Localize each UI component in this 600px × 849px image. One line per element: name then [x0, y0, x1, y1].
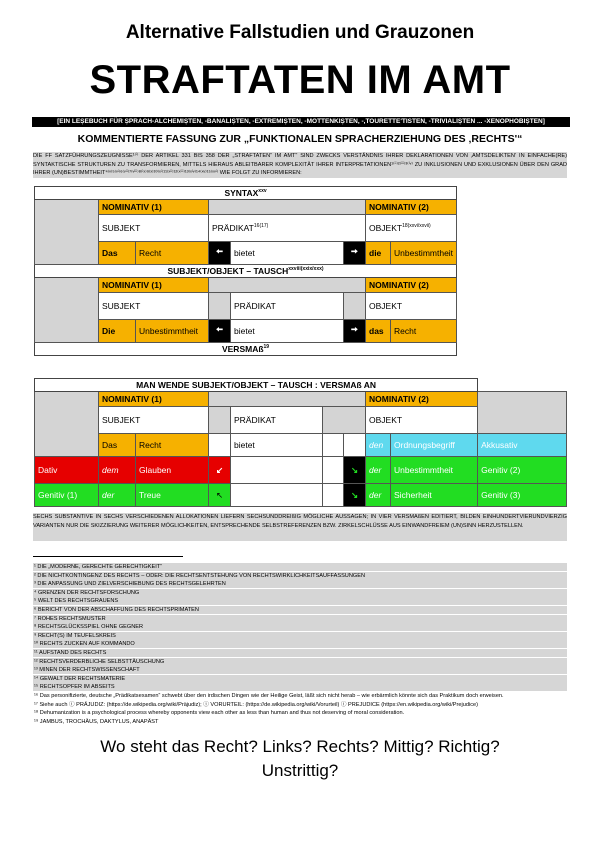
noun-recht: Recht — [136, 434, 209, 457]
noun-unbestimmtheit: Unbestimmtheit — [136, 320, 209, 343]
tausch-heading: SUBJEKT/OBJEKT – $TAUSCH^{xxviii(xxix/xxx)}$ — [35, 265, 457, 278]
footnotes — [33, 563, 567, 726]
versmass-heading: VERSMAß$^{19}$ — [35, 343, 457, 356]
footnote: ¹⁷ Siehe auch ⓘ PRÄJUDIZ: (https://de.wikipedia.org/wiki/Präjudiz); ⓘ VORURTEIL: (https://de.wikipedia.org/wiki/Vorurteil) ⓘ PREJUDICE (https://en.wikipedia.org/wiki/Prejudice) — [33, 701, 567, 709]
noun-unbestimmtheit: Unbestimmtheit — [391, 457, 478, 484]
footnote: ¹⁹ JAMBUS, TROCHÄUS, DAKTYLUS, ANAPÄST — [33, 718, 567, 726]
verb-bietet: bietet — [231, 242, 344, 265]
footnote: ⁵ WELT DES RECHTSGRAUENS — [33, 597, 567, 605]
objekt-label: $OBJEKT^{18(xxvi/xxvii)}$ — [366, 215, 457, 242]
arrow-down-left-icon: ↙ — [209, 457, 231, 484]
verb-bietet: bietet — [231, 434, 323, 457]
subjekt-label: SUBJEKT — [99, 293, 209, 320]
objekt-label: OBJEKT — [366, 407, 478, 434]
supertitle: Alternative Fallstudien und Grauzonen — [125, 22, 475, 43]
footnote: ¹⁶ Das personifizierte, deutsche „Prädikatsexamen“ schwebt über den irdischen Dingen wie der Heilige Geist, läßt sich nicht herab – wie erbärmlich könnte sich das Praktikum doch erweisen. — [33, 692, 567, 700]
footnote: ¹⁰ RECHTS ZUCKEN AUF KOMMANDO — [33, 640, 567, 648]
section-heading: KOMMENTIERTE FASSUNG ZUR „FUNKTIONALEN SPRACHERZIEHUNG DES ‚RECHTS'“ — [77, 133, 523, 145]
noun-glauben: Glauben — [136, 457, 209, 484]
footnote-divider — [33, 556, 183, 557]
noun-unbestimmtheit: Unbestimmtheit — [391, 242, 457, 265]
arrow-left-icon: 🠨 — [209, 242, 231, 265]
footnote: ¹⁴ GEWALT DER RECHTSMATERIE — [33, 675, 567, 683]
footnote: ¹⁵ RECHTSOPFER IM ABSEITS — [33, 683, 567, 691]
article-das: Das — [99, 434, 136, 457]
arrow-up-left-icon: ↖ — [209, 484, 231, 507]
nominativ-2-label: NOMINATIV (2) — [366, 278, 457, 293]
nominativ-2-label: NOMINATIV (2) — [366, 200, 457, 215]
arrow-down-right-icon: ↘ — [344, 457, 366, 484]
page-title: STRAFTATEN IM AMT — [89, 58, 511, 102]
footnote: ² DIE NICHTKONTINGENZ DES RECHTS – ODER: DIE RECHTSENTSTEHUNG VON RECHTSWIRKLICHKEITSAUFFASSUNGEN — [33, 572, 567, 580]
footnote: ¹⁸ Dehumanization is a psychological process whereby opponents view each other as less than human and thus not deserving of moral consideration. — [33, 709, 567, 717]
article-das: Das — [99, 242, 136, 265]
footnote: ¹² RECHTSVERDERBLICHE SELBSTTÄUSCHUNG — [33, 658, 567, 666]
nominativ-1-label: NOMINATIV (1) — [99, 278, 209, 293]
objekt-label: OBJEKT — [366, 293, 457, 320]
article-die: die — [366, 242, 391, 265]
noun-treue: Treue — [136, 484, 209, 507]
syntax-heading: SYNTAX$^{xxv}$ — [35, 187, 457, 200]
subtitle-band: [EIN LEȘEBUCH FÜR ȘPRACH-ALCHEMIȘTEN, -BANALIȘTEN, -EXTREMIȘTEN, -MOTTENKIȘTEN, -,TOURETTE'TISTEN, -TRIVIALIȘTEN ... -XENOPHOBIȘTEN] — [32, 117, 570, 127]
case-genitiv-1: Genitiv (1) — [35, 484, 99, 507]
article-die: Die — [99, 320, 136, 343]
footnote: ⁹ RECHT(S) IM TEUFELSKREIS — [33, 632, 567, 640]
nominativ-1-label: NOMINATIV (1) — [99, 200, 209, 215]
case-akkusativ: Akkusativ — [478, 434, 567, 457]
subjekt-label: SUBJEKT — [99, 215, 209, 242]
footnote: ⁶ BERICHT VON DER ABSCHAFFUNG DES RECHTSPRIMATEN — [33, 606, 567, 614]
subjekt-label: SUBJEKT — [99, 407, 209, 434]
versmass-table — [34, 378, 567, 507]
question-line-1: Wo steht das Recht? Links? Rechts? Mittig? Richtig? — [100, 737, 500, 756]
noun-ordnungsbegriff: Ordnungsbegriff — [391, 434, 478, 457]
noun-sicherheit: Sicherheit — [391, 484, 478, 507]
arrow-left-icon: 🠨 — [209, 320, 231, 343]
article-der: der — [366, 484, 391, 507]
question-line-2: Unstrittig? — [261, 761, 339, 780]
footnote: ¹³ MINEN DER RECHTSWISSENSCHAFT — [33, 666, 567, 674]
footnote: ⁴ GRENZEN DER RECHTSFORSCHUNG — [33, 589, 567, 597]
outro-paragraph: SECHS SUBSTANTIVE IN SECHS VERSCHIEDENEN ALLOKATIONEN LIEFERN SECHSUNDDREIßIG MÖGLICHE AUSSAGEN; IN VIER VERSMAßEN EDITIERT, BILDEN EINHUNDERTVIERUNDVIERZIG VARIANTEN NUR DIE SKIZZIERUNG WEITERER MÖGLICHKEITEN, ENTSPRECHENDE SELBSTREFERENZEN BZW. ZIRKELSCHLÜSSE AUS EINWANDFREIEM (UN)SINN HERZUSTELLEN. — [33, 513, 567, 541]
closing-question — [0, 735, 600, 783]
footnote: ³ DIE ANPASSUNG UND ZIELVERSCHIEBUNG DES RECHTSGELEHRTEN — [33, 580, 567, 588]
footnote: ¹ DIE „MODERNE, GERECHTE GERECHTIGKEIT“ — [33, 563, 567, 571]
praedikat-label: PRÄDIKAT — [231, 293, 344, 320]
footnote: ⁷ ROHES RECHTSMUSTER — [33, 615, 567, 623]
article-den: den — [366, 434, 391, 457]
article-der: der — [366, 457, 391, 484]
arrow-right-icon: 🠪 — [344, 320, 366, 343]
noun-recht: Recht — [136, 242, 209, 265]
table2-heading: MAN WENDE SUBJEKT/OBJEKT – TAUSCH : VERSMAß AN — [35, 379, 478, 392]
praedikat-label: PRÄDIKAT — [231, 407, 323, 434]
article-dem: dem — [99, 457, 136, 484]
article-der: der — [99, 484, 136, 507]
arrow-right-icon: 🠪 — [344, 242, 366, 265]
verb-bietet: bietet — [231, 320, 344, 343]
intro-paragraph: DIE FF SATZFÜHRUNGSZEUGNISSE¹⁽ⁱ⁾ DER ARTIKEL 331 BIS 358 DER „STRAFTATEN“ IM AMT“ SIND ZWECKS VERSTÄNDNIS IHRER DEKLARATIONEN VON ‚AMTSDELIKTEN‘ IN EINFACHE(RE) SYNTAKTISCHE STRUKTUREN ZU TRANSFORMIEREN, MITTELS HIERAUS ABLEITBARER KOMPLEXITÄT IHRER INTERPRETATIONEN¹⁽ⁱⁱ⁾²⁽ⁱⁱⁱ⁾³⁽ⁱᵛ⁾ ZU INKLUSIONEN UND EXKLUSIONEN ÜBER DEN GRAD IHRER (UN)BESTIMMTHEIT⁴⁽ᵛ⁾⁵⁽ᵛⁱ⁾⁶⁽ᵛⁱⁱ⁾⁷⁽ᵛⁱⁱⁱ⁾⁸⁽ⁱˣ⁾⁹⁽ˣ⁾¹⁰⁽ˣⁱ⁾¹¹⁽ˣⁱⁱ⁾¹²⁽ˣⁱⁱⁱ⁾¹³⁽ˣⁱᵛ⁾¹⁴⁽ˣᵛ⁾¹⁵⁽ˣᵛⁱ⁾ WIE FOLGT ZU INFORMIEREN: — [33, 153, 567, 176]
syntax-table — [34, 186, 457, 356]
footnote: ⁸ RECHTSGLÜCKSSPIEL OHNE GEGNER — [33, 623, 567, 631]
nominativ-1-label: NOMINATIV (1) — [99, 392, 209, 407]
case-genitiv-3: Genitiv (3) — [478, 484, 567, 507]
case-genitiv-2: Genitiv (2) — [478, 457, 567, 484]
noun-recht: Recht — [391, 320, 457, 343]
praedikat-label: $PRÄDIKAT^{16(17)}$ — [209, 215, 366, 242]
arrow-down-right-icon: ↘ — [344, 484, 366, 507]
nominativ-2-label: NOMINATIV (2) — [366, 392, 478, 407]
case-dativ: Dativ — [35, 457, 99, 484]
article-das: das — [366, 320, 391, 343]
footnote: ¹¹ AUFSTAND DES RECHTS — [33, 649, 567, 657]
